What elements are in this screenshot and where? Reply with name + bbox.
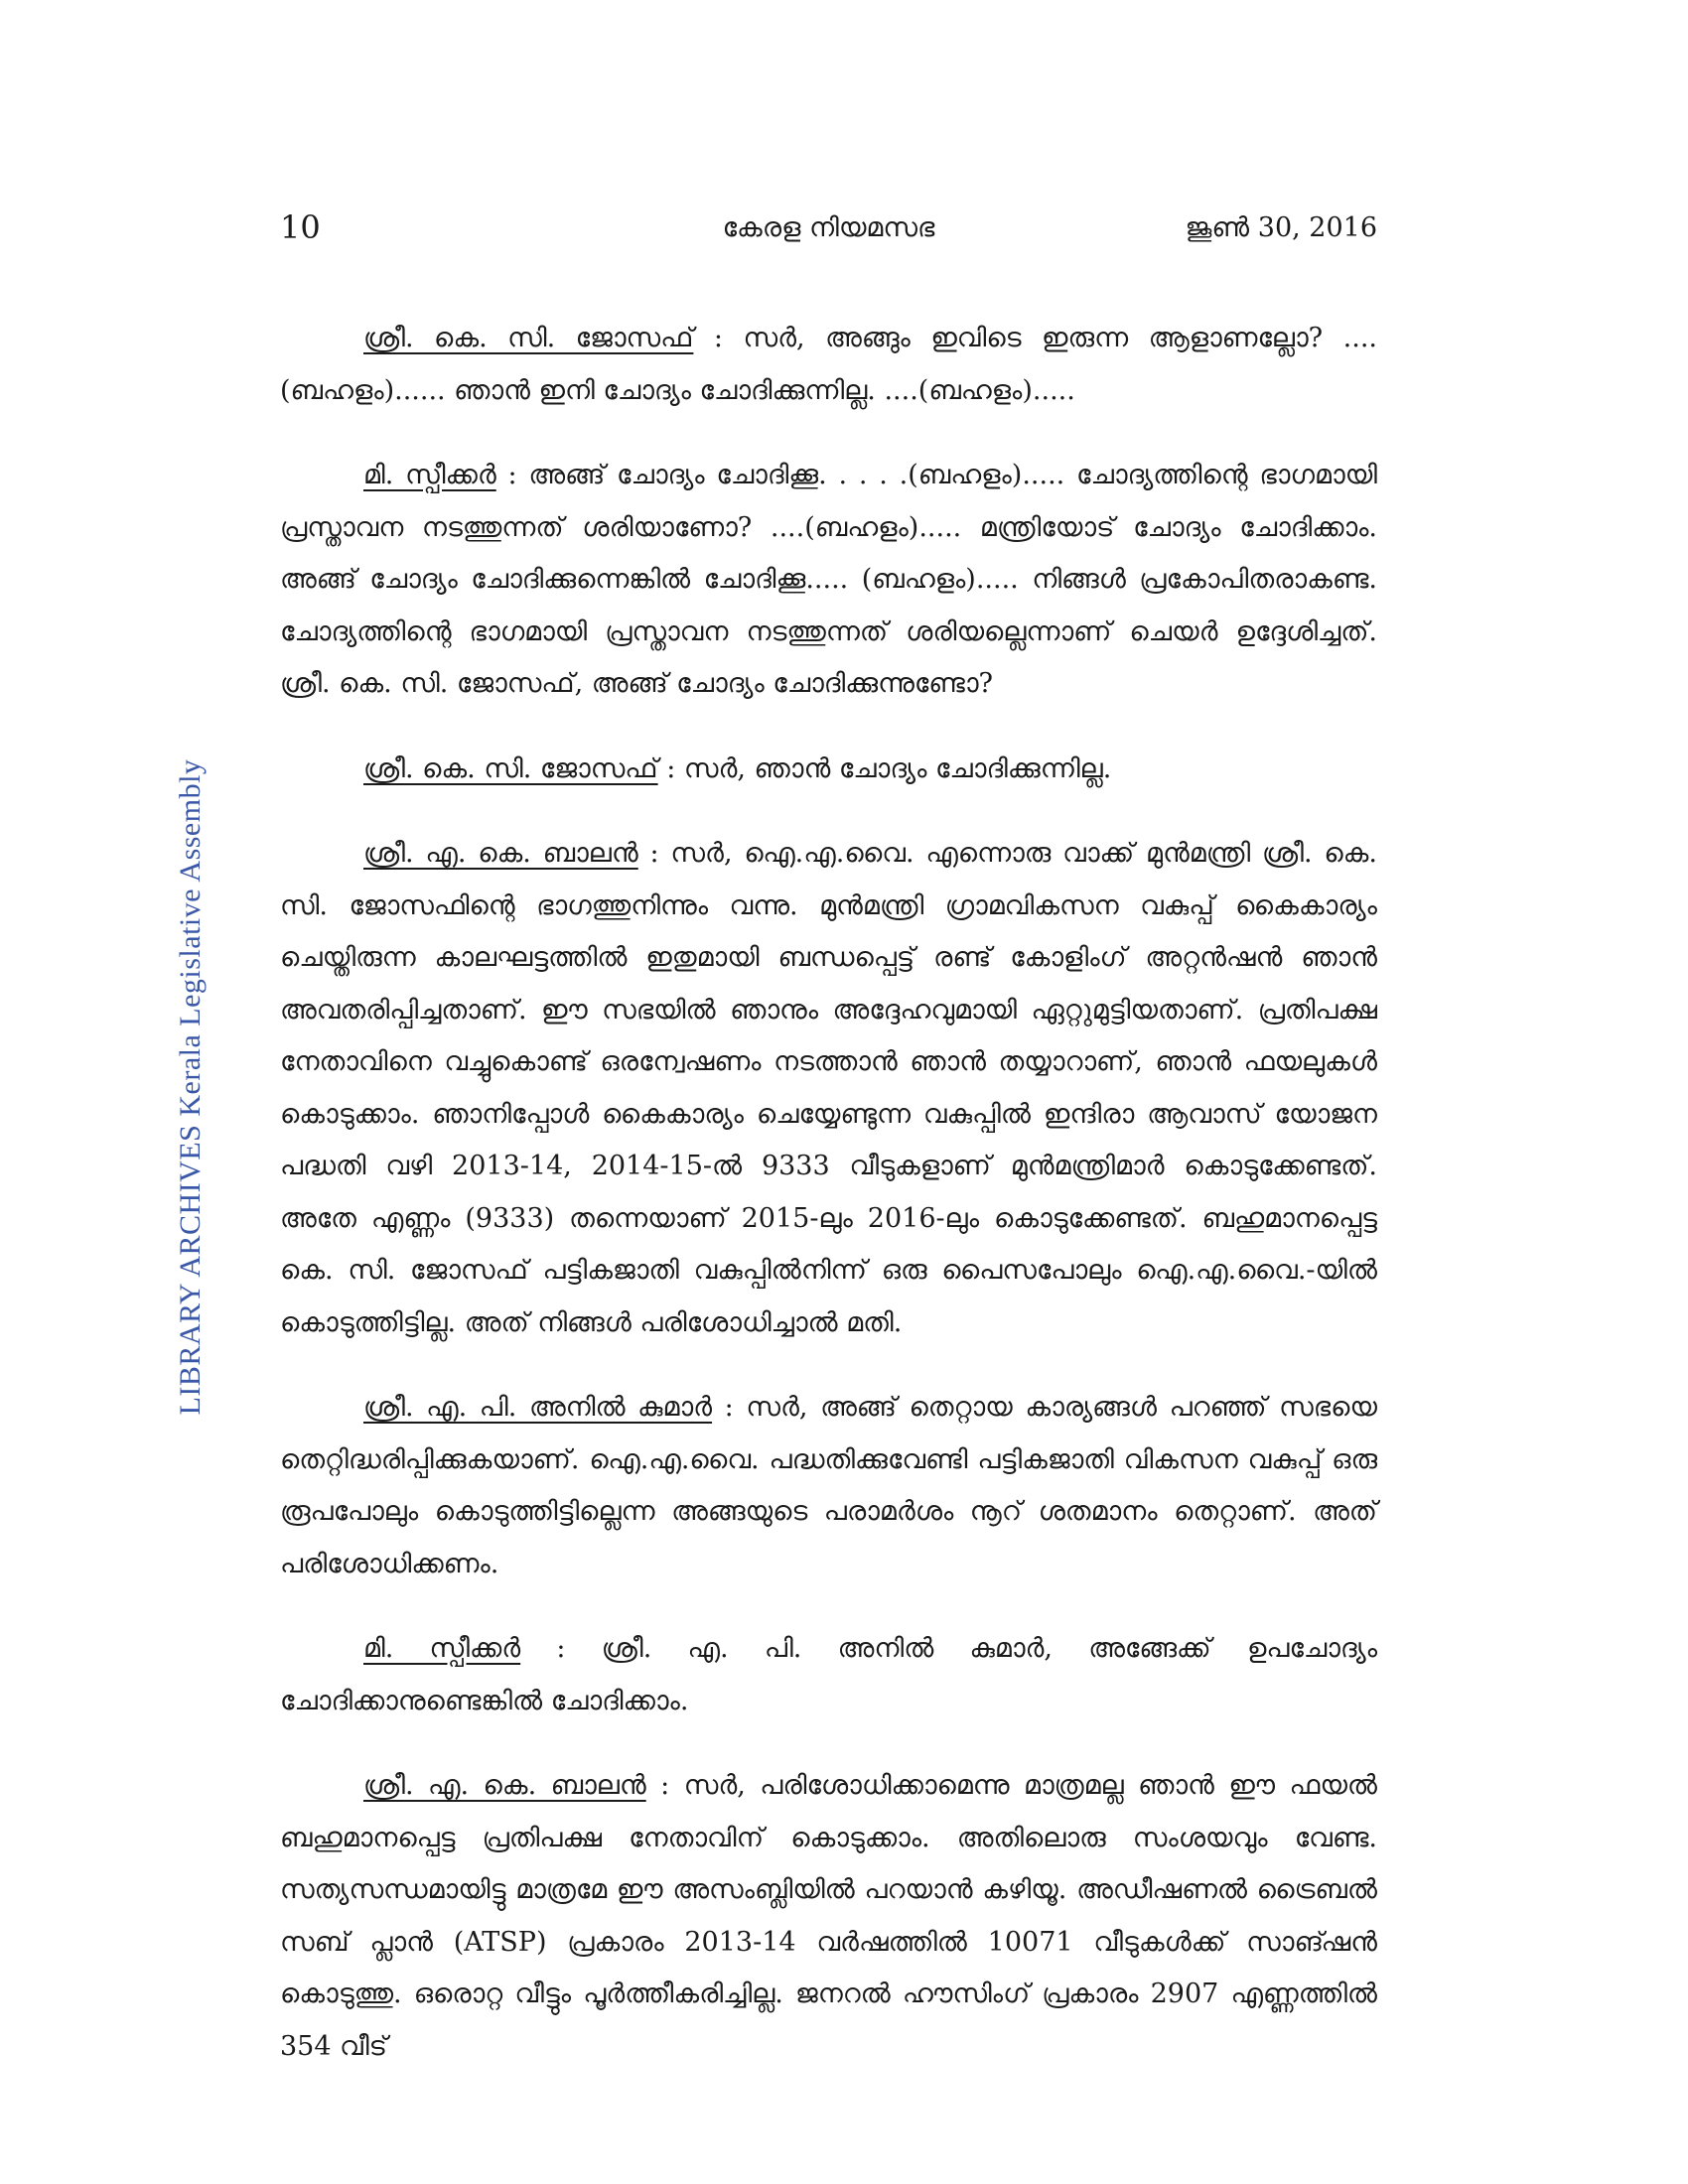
paragraph-text: : സർ, അങ്ങും ഇവിടെ ഇരുന്ന ആളാണല്ലോ? ....(ബഹളം)...... ഞാൻ ഇനി ചോദ്യം ചോദിക്കുന്നില്ല. ....(ബഹളം)..... <box>280 323 1377 406</box>
speaker-name: മി. സ്പീക്കർ <box>363 460 496 490</box>
paragraph-text: : അങ്ങ് ചോദ്യം ചോദിക്കൂ. . . . .(ബഹളം)..... ചോദ്യത്തിന്റെ ഭാഗമായി പ്രസ്താവന നടത്തുന്നത് ശരിയാണോ? ....(ബഹളം)..... മന്ത്രിയോട് ചോദ്യം ചോദിക്കാം. അങ്ങ് ചോദ്യം ചോദിക്കുന്നെങ്കിൽ ചോദിക്കൂ..... (ബഹളം)..... നിങ്ങൾ പ്രകോപിതരാകണ്ട. ചോദ്യത്തിന്റെ ഭാഗമായി പ്രസ്താവന നടത്തുന്നത് ശരിയല്ലെന്നാണ് ചെയർ ഉദ്ദേശിച്ചത്. ശ്രീ. കെ. സി. ജോസഫ്, അങ്ങ് ചോദ്യം ചോദിക്കുന്നുണ്ടോ? <box>280 460 1377 699</box>
page-number: 10 <box>280 208 321 246</box>
paragraph-text: : സർ, ഞാൻ ചോദ്യം ചോദിക്കുന്നില്ല. <box>657 752 1112 784</box>
paragraph-text: : ശ്രീ. എ. പി. അനിൽ കുമാർ, അങ്ങേക്ക് ഉപചോദ്യം ചോദിക്കാനുണ്ടെങ്കിൽ ചോദിക്കാം. <box>280 1633 1378 1716</box>
paragraph <box>280 828 1377 1349</box>
paragraph <box>280 313 1377 417</box>
paragraph <box>280 1760 1377 2073</box>
paragraph <box>280 1623 1377 1727</box>
page-header <box>280 208 1377 258</box>
paragraph <box>280 744 1377 796</box>
speaker-name: ശ്രീ. കെ. സി. ജോസഫ് <box>363 752 658 784</box>
speaker-name: ശ്രീ. എ. കെ. ബാലൻ <box>363 1770 646 1801</box>
side-watermark-label: LIBRARY ARCHIVES Kerala Legislative Assembly <box>174 758 207 1416</box>
speaker-name: ശ്രീ. കെ. സി. ജോസഫ് <box>363 323 694 353</box>
speaker-name: ശ്രീ. എ. പി. അനിൽ കുമാർ <box>363 1392 713 1423</box>
paragraph-text: : സർ, ഐ.എ.വൈ. എന്നൊരു വാക്ക് മുൻമന്ത്രി ശ്രീ. കെ. സി. ജോസഫിന്റെ ഭാഗത്തുനിന്നും വന്നു. മുൻമന്ത്രി ഗ്രാമവികസന വകുപ്പ് കൈകാര്യം ചെയ്തിരുന്ന കാലഘട്ടത്തിൽ ഇതുമായി ബന്ധപ്പെട്ട് രണ്ട് കോളിംഗ് അറ്റൻഷൻ ഞാൻ അവതരിപ്പിച്ചതാണ്. ഈ സഭയിൽ ഞാനും അദ്ദേഹവുമായി ഏറ്റുമുട്ടിയതാണ്. പ്രതിപക്ഷ നേതാവിനെ വച്ചുകൊണ്ട് ഒരന്വേഷണം നടത്താൻ ഞാൻ തയ്യാറാണ്, ഞാൻ ഫയലുകൾ കൊടുക്കാം. ഞാനിപ്പോൾ കൈകാര്യം ചെയ്യേണ്ടുന്ന വകുപ്പിൽ ഇന്ദിരാ ആവാസ് യോജന പദ്ധതി വഴി 2013-14, 2014-15-ൽ 9333 വീടുകളാണ് മുൻമന്ത്രിമാർ കൊടുക്കേണ്ടത്. അതേ എണ്ണം (9333) തന്നെയാണ് 2015-ലും 2016-ലും കൊടുക്കേണ്ടത്. ബഹുമാനപ്പെട്ട കെ. സി. ജോസഫ് പട്ടികജാതി വകുപ്പിൽനിന്ന് ഒരു പൈസപോലും ഐ.എ.വൈ.-യിൽ കൊടുത്തിട്ടില്ല. അത് നിങ്ങൾ പരിശോധിച്ചാൽ മതി. <box>280 838 1378 1338</box>
paragraph <box>280 450 1377 711</box>
paragraph <box>280 1382 1377 1590</box>
paragraph-text: : സർ, പരിശോധിക്കാമെന്നു മാത്രമല്ല ഞാൻ ഈ ഫയൽ ബഹുമാനപ്പെട്ട പ്രതിപക്ഷ നേതാവിന് കൊടുക്കാം. അതിലൊരു സംശയവും വേണ്ട. സത്യസന്ധമായിട്ടു മാത്രമേ ഈ അസംബ്ലിയിൽ പറയാൻ കഴിയൂ. അഡീഷണൽ ട്രൈബൽ സബ് പ്ലാൻ (ATSP) പ്രകാരം 2013-14 വർഷത്തിൽ 10071 വീടുകൾക്ക് സാങ്ഷൻ കൊടുത്തു. ഒരൊറ്റ വീട്ടും പൂർത്തീകരിച്ചില്ല. ജനറൽ ഹൗസിംഗ് പ്രകാരം 2907 എണ്ണത്തിൽ 354 വീട് <box>280 1770 1377 2062</box>
speaker-name: മി. സ്പീക്കർ <box>363 1633 521 1664</box>
header-date: ജൂൺ 30, 2016 <box>1185 212 1377 243</box>
header-title: കേരള നിയമസഭ <box>722 212 935 243</box>
speaker-name: ശ്രീ. എ. കെ. ബാലൻ <box>363 838 638 869</box>
paragraph-text: : സർ, അങ്ങ് തെറ്റായ കാര്യങ്ങൾ പറഞ്ഞ് സഭയെ തെറ്റിദ്ധരിപ്പിക്കുകയാണ്. ഐ.എ.വൈ. പദ്ധതിക്കുവേണ്ടി പട്ടികജാതി വികസന വകുപ്പ് ഒരു രൂപപോലും കൊടുത്തിട്ടില്ലെന്ന അങ്ങയുടെ പരാമർശം നൂറ് ശതമാനം തെറ്റാണ്. അത് പരിശോധിക്കണം. <box>280 1392 1377 1579</box>
document-body <box>280 313 1377 2106</box>
